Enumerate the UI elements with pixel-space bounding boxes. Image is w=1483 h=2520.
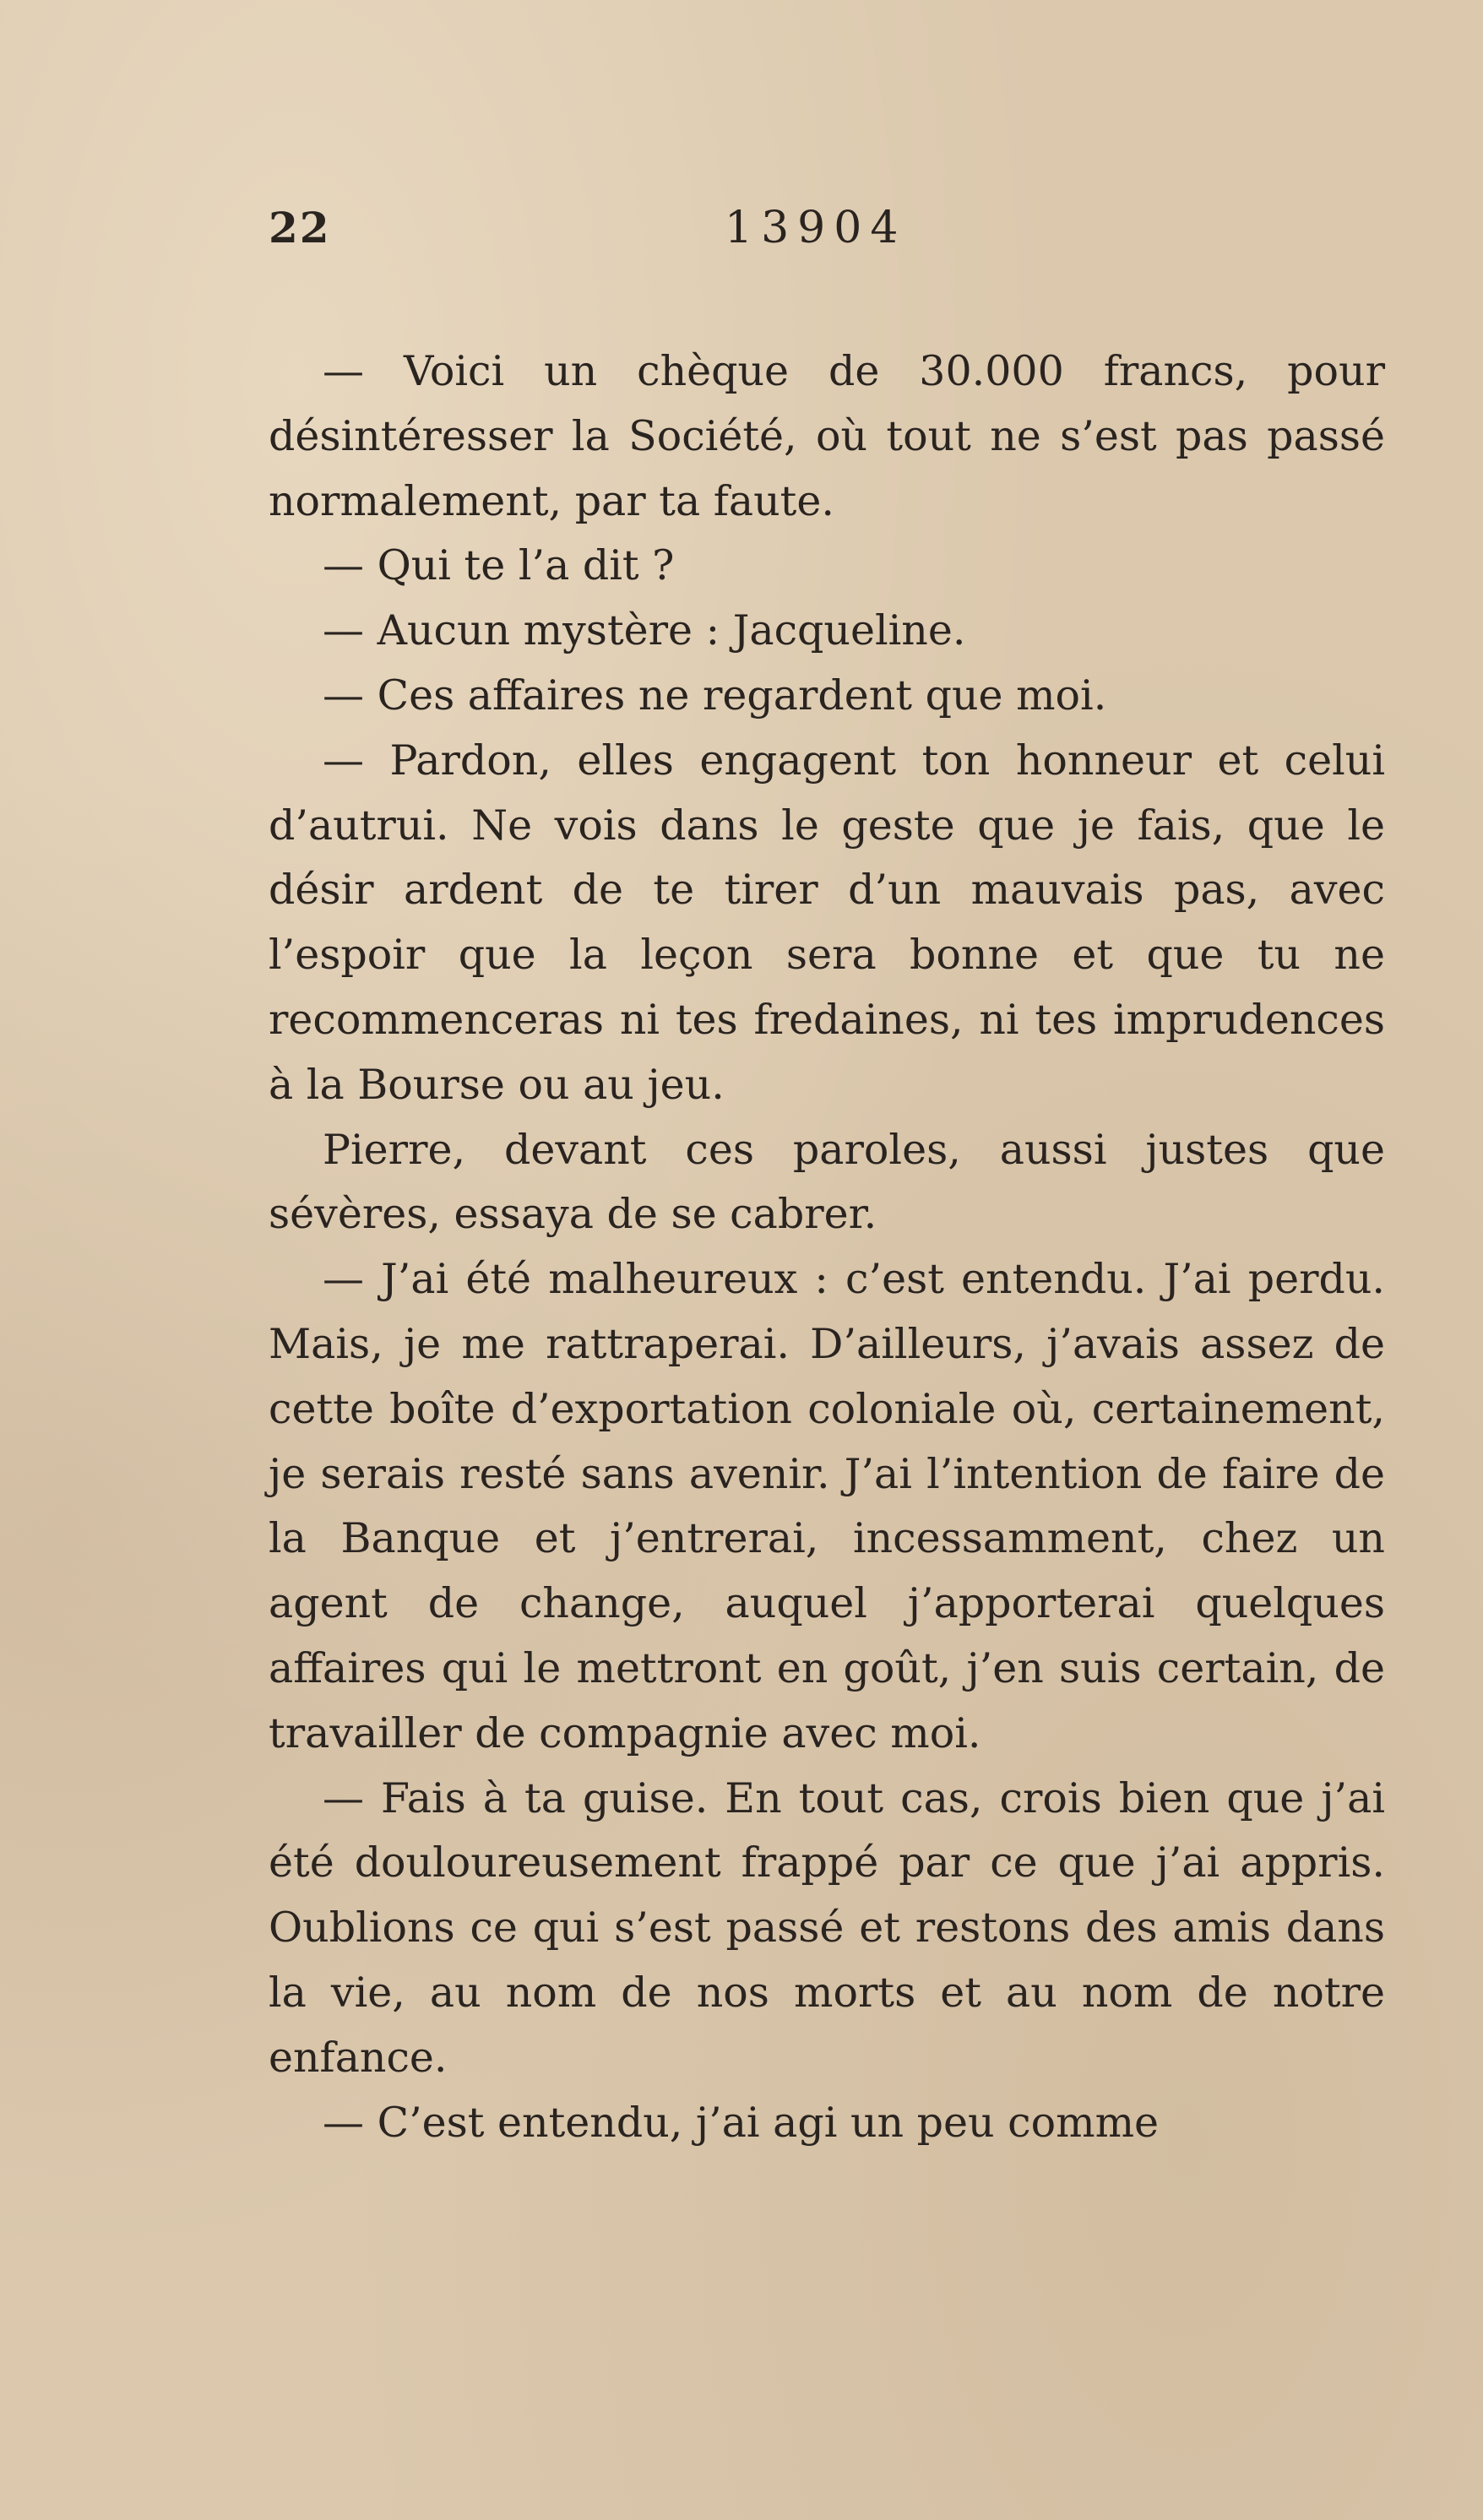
paragraph: — C’est entendu, j’ai agi un peu comme [323, 2098, 1160, 2147]
paragraph: — J’ai été malheureux : c’est entendu. J’ai perdu. Mais, je me rattraperai. D’ailleurs, j’avais assez de cette boîte d’exportation coloniale où, certainement, je serais resté sans avenir. J’ai l’intention de faire de la Banque et j’entrerai, incessamment, chez un agent de change, auquel j’apporterai quelques affaires qui le mettront en goût, j’en suis certain, de travailler de compagnie avec moi. [269, 1255, 1385, 1757]
body-text [269, 339, 1385, 2155]
paragraph: — Qui te l’a dit ? [323, 541, 675, 590]
paragraph: Pierre, devant ces paroles, aussi justes que sévères, essaya de se cabrer. [269, 1125, 1385, 1239]
running-head: 13904 [725, 203, 907, 253]
paragraph: — Aucun mystère : Jacqueline. [323, 606, 966, 655]
page-number: 22 [269, 203, 331, 253]
paragraph: — Voici un chèque de 30.000 francs, pour désintéresser la Société, où tout ne s’est pas passé normalement, par ta faute. [269, 347, 1385, 525]
paragraph: — Fais à ta guise. En tout cas, crois bien que j’ai été douloureusement frappé par ce que j’ai appris. Oublions ce qui s’est passé et restons des amis dans la vie, au nom de nos morts et au nom de notre enfance. [269, 1773, 1385, 2082]
paragraph: — Pardon, elles engagent ton honneur et celui d’autrui. Ne vois dans le geste que je fais, que le désir ardent de te tirer d’un mauvais pas, avec l’espoir que la leçon sera bonne et que tu ne recommenceras ni tes fredaines, ni tes imprudences à la Bourse ou au jeu. [269, 736, 1385, 1109]
page-header [269, 203, 1366, 270]
paragraph: — Ces affaires ne regardent que moi. [323, 671, 1107, 720]
